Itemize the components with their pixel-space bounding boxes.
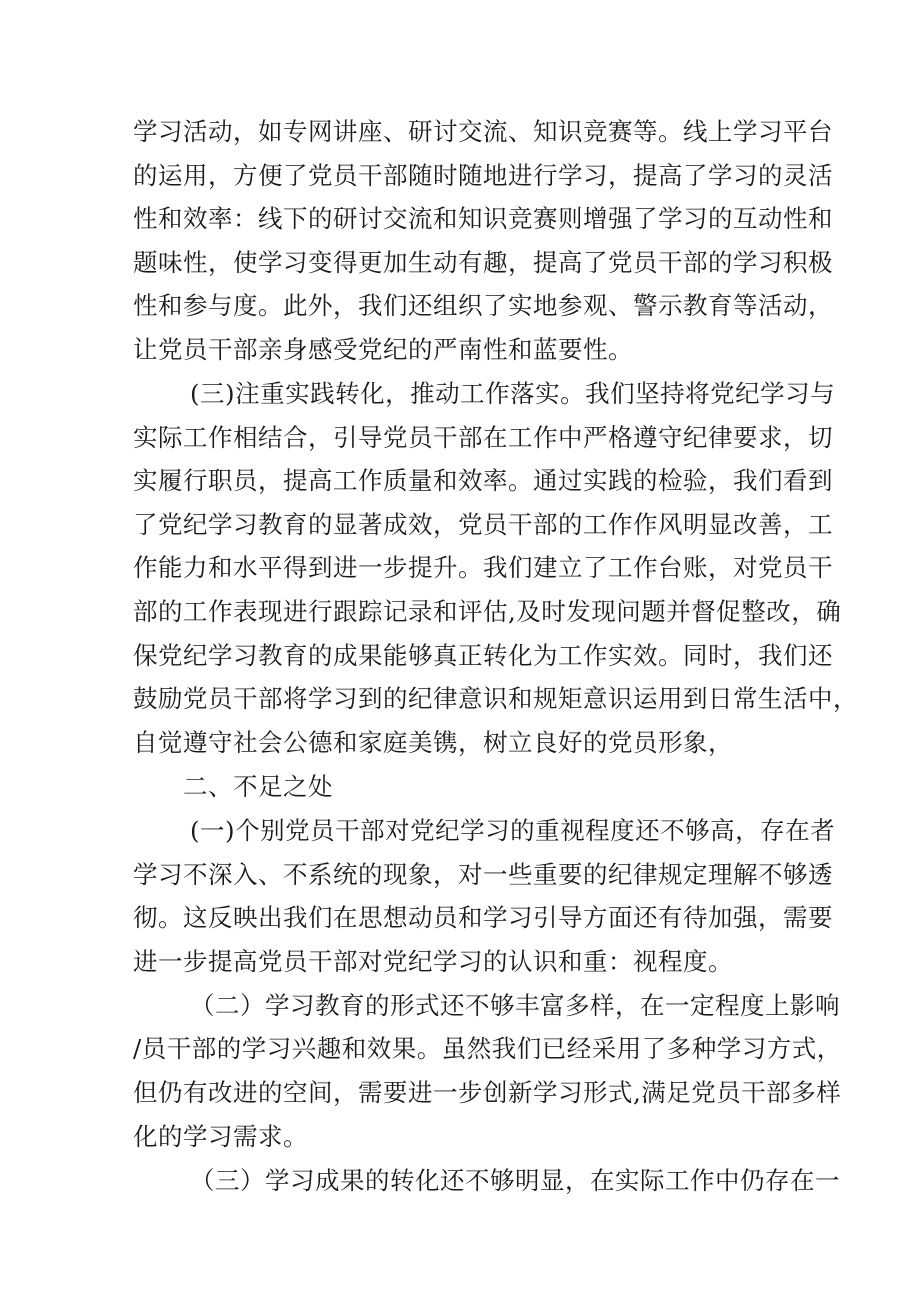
text-line: 了党纪学习教育的显著成效，党员干部的工作作风明显改善，工 xyxy=(133,510,833,539)
paragraph-start-line: （三）学习成果的转化还不够明显，在实际工作中仍存在一 xyxy=(190,1166,840,1195)
text-line: 的运用，方便了党员干部随时随地进行学习，提高了学习的灵活 xyxy=(133,161,833,190)
text-line: 保党纪学习教育的成果能够真正转化为工作实效。同时，我们还 xyxy=(133,641,833,670)
text-line: 彻。这反映出我们在思想动员和学习引导方面还有待加强，需要 xyxy=(133,903,833,932)
text-line: 性和参与度。此外，我们还组织了实地参观、警示教育等活动， xyxy=(133,291,833,320)
text-line: 实履行职员，提高工作质量和效率。通过实践的检验，我们看到 xyxy=(133,466,833,495)
paragraph-start-line: (一)个别党员干部对党纪学习的重视程度还不够高，存在者 xyxy=(190,816,836,845)
text-line: 鼓励党员干部将学习到的纪律意识和规矩意识运用到日常生活中， xyxy=(133,684,858,713)
paragraph-start-line: （二）学习教育的形式还不够丰富多样，在一定程度上影响 xyxy=(190,991,840,1020)
text-line: 性和效率：线下的研讨交流和知识竞赛则增强了学习的互动性和 xyxy=(133,204,833,233)
text-line: 但仍有改进的空间，需要进一步创新学习形式,满足党员干部多样 xyxy=(133,1078,842,1107)
paragraph-end-line: 进一步提高党员干部对党纪学习的认识和重：视程度。 xyxy=(133,947,733,976)
text-line: 学习不深入、不系统的现象，对一些重要的纪律规定理解不够透 xyxy=(133,860,833,889)
text-line: 部的工作表现进行跟踪记录和评估,及时发现问题并督促整改，确 xyxy=(133,597,842,626)
text-line: /员干部的学习兴趣和效果。虽然我们已经采用了多种学习方式， xyxy=(133,1034,842,1063)
text-line: 学习活动，如专网讲座、研讨交流、知识竞赛等。线上学习平台 xyxy=(133,117,833,146)
paragraph-end-line: 自觉遵守社会公德和家庭美镌，树立良好的党员形象， xyxy=(133,728,733,757)
text-line: 作能力和水平得到进一步提升。我们建立了工作台账，对党员干 xyxy=(133,553,833,582)
paragraph-end-line: 让党员干部亲身感受党纪的严南性和蓝要性。 xyxy=(133,335,633,364)
paragraph-end-line: 化的学习需求。 xyxy=(133,1122,308,1151)
paragraph-start-line: (三)注重实践转化，推动工作落实。我们坚持将党纪学习与 xyxy=(190,379,836,408)
section-heading: 二、不足之处 xyxy=(183,772,333,801)
text-line: 题味性，使学习变得更加生动有趣，提高了党员干部的学习积极 xyxy=(133,248,833,277)
text-line: 实际工作相结合，引导党员干部在工作中严格遵守纪律要求，切 xyxy=(133,423,833,452)
